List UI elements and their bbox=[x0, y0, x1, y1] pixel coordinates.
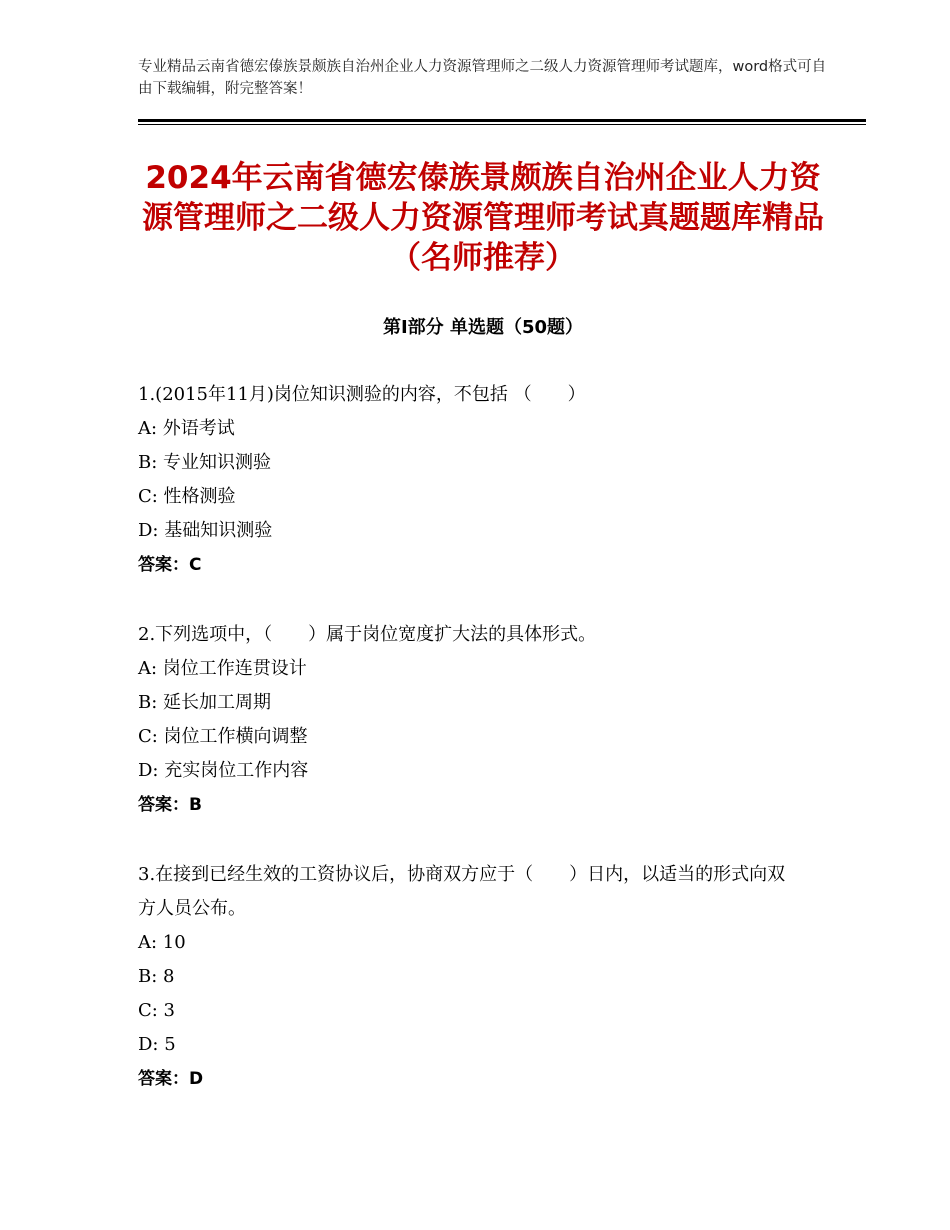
question-1 bbox=[138, 378, 818, 582]
option-b: B: 专业知识测验 bbox=[138, 452, 272, 473]
question-stem: 3.在接到已经生效的工资协议后，协商双方应于（ ）日内，以适当的形式向双方人员公布。 bbox=[138, 864, 786, 919]
option-c: C: 岗位工作横向调整 bbox=[138, 726, 308, 747]
question-stem: 1.(2015年11月)岗位知识测验的内容，不包括 （ ） bbox=[138, 384, 586, 405]
answer: 答案：D bbox=[138, 1069, 204, 1089]
option-d: D: 5 bbox=[138, 1034, 176, 1055]
document-title: 2024年云南省德宏傣族景颇族自治州企业人力资源管理师之二级人力资源管理师考试真题题库精品（名师推荐） bbox=[142, 160, 824, 276]
option-b: B: 延长加工周期 bbox=[138, 692, 272, 713]
question-3 bbox=[138, 858, 798, 1096]
question-stem: 2.下列选项中，（ ）属于岗位宽度扩大法的具体形式。 bbox=[138, 624, 597, 645]
header-rule-thin bbox=[138, 124, 866, 125]
option-a: A: 外语考试 bbox=[138, 418, 235, 439]
section-title: 第Ⅰ部分 单选题（50题） bbox=[382, 317, 583, 338]
header-rule-thick bbox=[138, 119, 866, 122]
answer: 答案：B bbox=[138, 795, 202, 815]
question-2 bbox=[138, 618, 818, 822]
option-b: B: 8 bbox=[138, 966, 175, 987]
option-c: C: 性格测验 bbox=[138, 486, 236, 507]
option-c: C: 3 bbox=[138, 1000, 176, 1021]
option-d: D: 充实岗位工作内容 bbox=[138, 760, 309, 781]
option-a: A: 岗位工作连贯设计 bbox=[138, 658, 307, 679]
option-d: D: 基础知识测验 bbox=[138, 520, 273, 541]
header-note: 专业精品云南省德宏傣族景颇族自治州企业人力资源管理师之二级人力资源管理师考试题库，word格式可自由下载编辑，附完整答案！ bbox=[138, 59, 827, 97]
option-a: A: 10 bbox=[138, 932, 186, 953]
answer: 答案：C bbox=[138, 555, 202, 575]
